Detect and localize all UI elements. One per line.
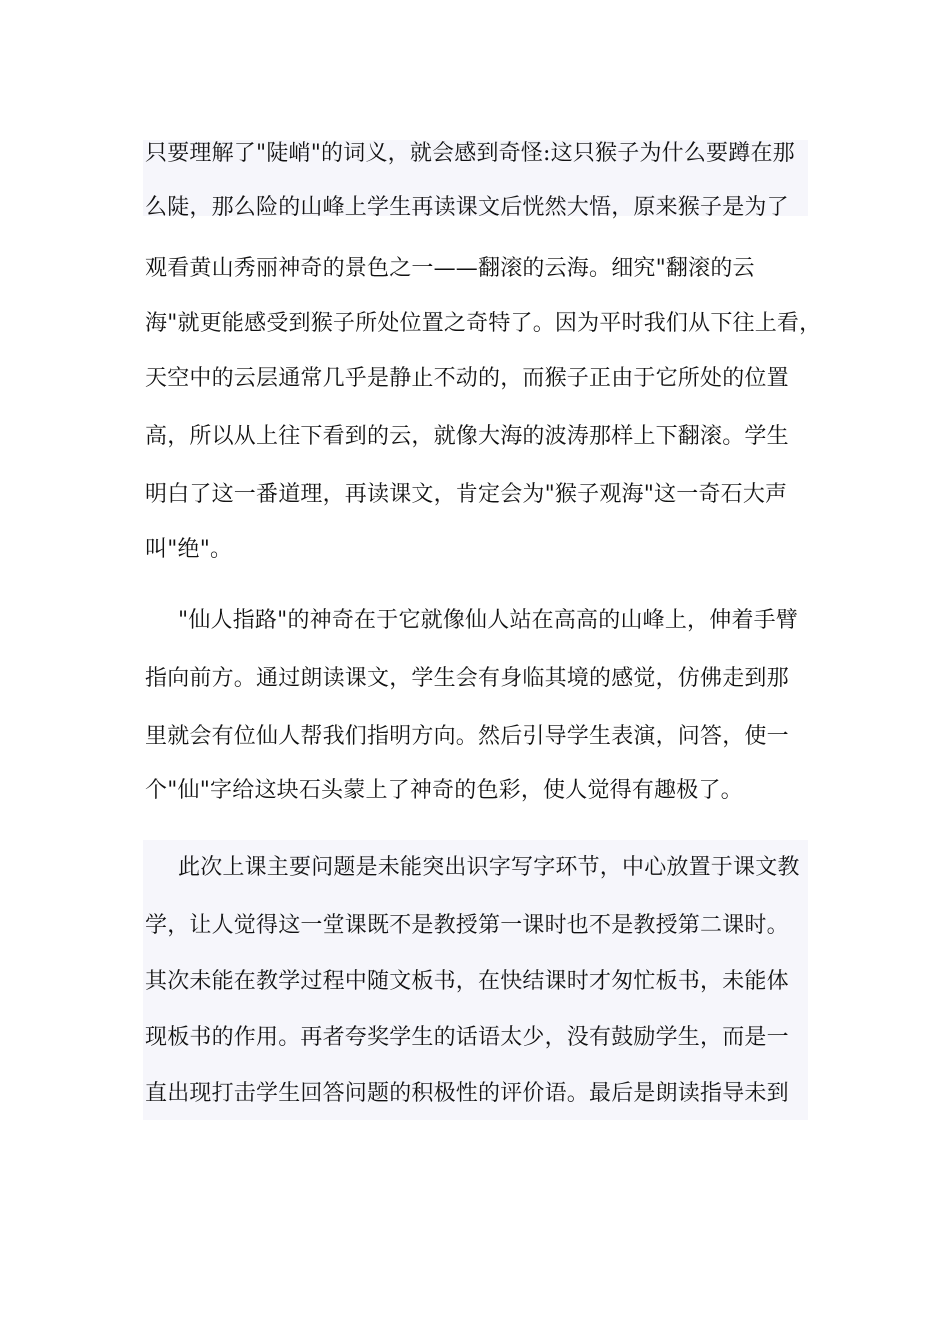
text-line: 天空中的云层通常几乎是静止不动的，而猴子正由于它所处的位置 [145, 366, 789, 391]
text-line: 高，所以从上往下看到的云，就像大海的波涛那样上下翻滚。学生 [145, 424, 789, 449]
text-line: 指向前方。通过朗读课文，学生会有身临其境的感觉，仿佛走到那 [145, 666, 789, 691]
text-line: 此次上课主要问题是未能突出识字写字环节，中心放置于课文教 [178, 855, 800, 880]
text-line: 里就会有位仙人帮我们指明方向。然后引导学生表演，问答，使一 [145, 724, 789, 749]
text-line: 直出现打击学生回答问题的积极性的评价语。最后是朗读指导未到 [145, 1081, 789, 1106]
text-line: 只要理解了"陡峭"的词义，就会感到奇怪:这只猴子为什么要蹲在那 [145, 141, 795, 166]
text-line: "仙人指路"的神奇在于它就像仙人站在高高的山峰上，伸着手臂 [178, 608, 799, 633]
text-line: 海"就更能感受到猴子所处位置之奇特了。因为平时我们从下往上看， [145, 311, 822, 336]
text-line: 么陡，那么险的山峰上学生再读课文后恍然大悟，原来猴子是为了 [145, 195, 789, 220]
text-line: 其次未能在教学过程中随文板书，在快结课时才匆忙板书，未能体 [145, 969, 789, 994]
text-line: 叫"绝"。 [145, 537, 233, 562]
text-line: 个"仙"字给这块石头蒙上了神奇的色彩，使人觉得有趣极了。 [145, 778, 743, 803]
text-line: 明白了这一番道理，再读课文，肯定会为"猴子观海"这一奇石大声 [145, 482, 788, 507]
text-line: 学，让人觉得这一堂课既不是教授第一课时也不是教授第二课时。 [145, 913, 789, 938]
text-line: 观看黄山秀丽神奇的景色之一——翻滚的云海。细究"翻滚的云 [145, 256, 755, 281]
text-line: 现板书的作用。再者夸奖学生的话语太少，没有鼓励学生，而是一 [145, 1025, 789, 1050]
